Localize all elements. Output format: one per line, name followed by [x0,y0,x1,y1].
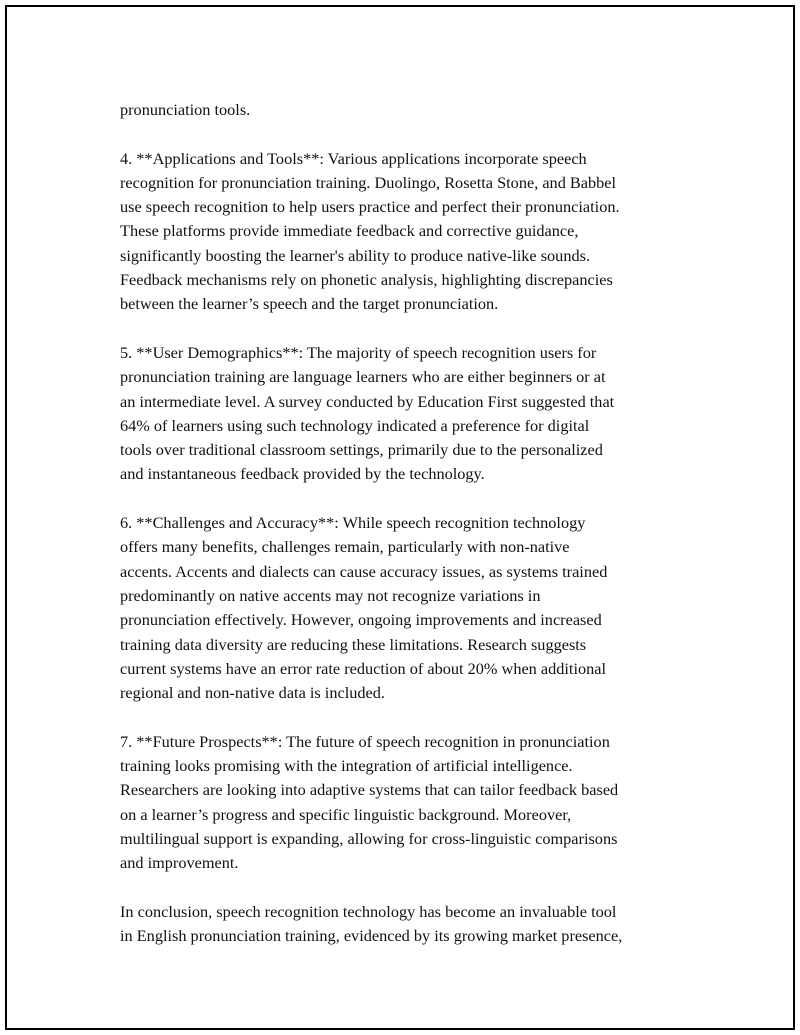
text-line: Feedback mechanisms rely on phonetic analysis, highlighting discrepancies [120,270,613,290]
text-line: in English pronunciation training, evidenced by its growing market presence, [120,926,623,946]
text-line: pronunciation effectively. However, ongoing improvements and increased [120,610,602,630]
paragraph-applications-and-tools [120,147,720,317]
text-line: significantly boosting the learner's ability to produce native-like sounds. [120,245,591,265]
text-line: 6. **Challenges and Accuracy**: While speech recognition technology [120,513,586,533]
text-line: 64% of learners using such technology indicated a preference for digital [120,415,590,435]
text-line: pronunciation tools. [120,100,251,119]
text-line: 4. **Applications and Tools**: Various applications incorporate speech [120,148,587,168]
text-line: accents. Accents and dialects can cause accuracy issues, as systems trained [120,561,608,581]
document-body [120,98,720,973]
text-line: tools over traditional classroom settings, primarily due to the personalized [120,440,603,460]
text-line: training looks promising with the integration of artificial intelligence. [120,756,573,776]
text-line: 5. **User Demographics**: The majority of speech recognition users for [120,342,597,362]
text-line: on a learner’s progress and specific linguistic background. Moreover, [120,804,572,824]
text-line: current systems have an error rate reduction of about 20% when additional [120,658,607,678]
paragraph-conclusion [120,900,720,949]
text-line: multilingual support is expanding, allowing for cross-linguistic comparisons [120,828,618,848]
text-line: pronunciation training are language learners who are either beginners or at [120,367,606,387]
text-line: training data diversity are reducing these limitations. Research suggests [120,634,587,654]
text-line: regional and non-native data is included. [120,683,385,703]
text-line: an intermediate level. A survey conducted by Education First suggested that [120,391,615,411]
text-line: 7. **Future Prospects**: The future of speech recognition in pronunciation [120,731,610,751]
text-line: use speech recognition to help users practice and perfect their pronunciation. [120,197,620,217]
text-line: These platforms provide immediate feedback and corrective guidance, [120,221,579,241]
text-line: and instantaneous feedback provided by the technology. [120,464,485,484]
paragraph-future-prospects [120,730,720,876]
paragraph-challenges-and-accuracy [120,511,720,705]
paragraph-user-demographics [120,341,720,487]
text-line: In conclusion, speech recognition technology has become an invaluable tool [120,901,617,921]
text-line: and improvement. [120,853,239,873]
text-line: between the learner’s speech and the target pronunciation. [120,294,499,314]
text-line: recognition for pronunciation training. Duolingo, Rosetta Stone, and Babbel [120,172,617,192]
text-line: Researchers are looking into adaptive systems that can tailor feedback based [120,780,619,800]
paragraph-continuation [120,98,720,122]
document-page [5,5,795,1030]
text-line: predominantly on native accents may not recognize variations in [120,585,541,605]
text-line: offers many benefits, challenges remain, particularly with non-native [120,537,570,557]
